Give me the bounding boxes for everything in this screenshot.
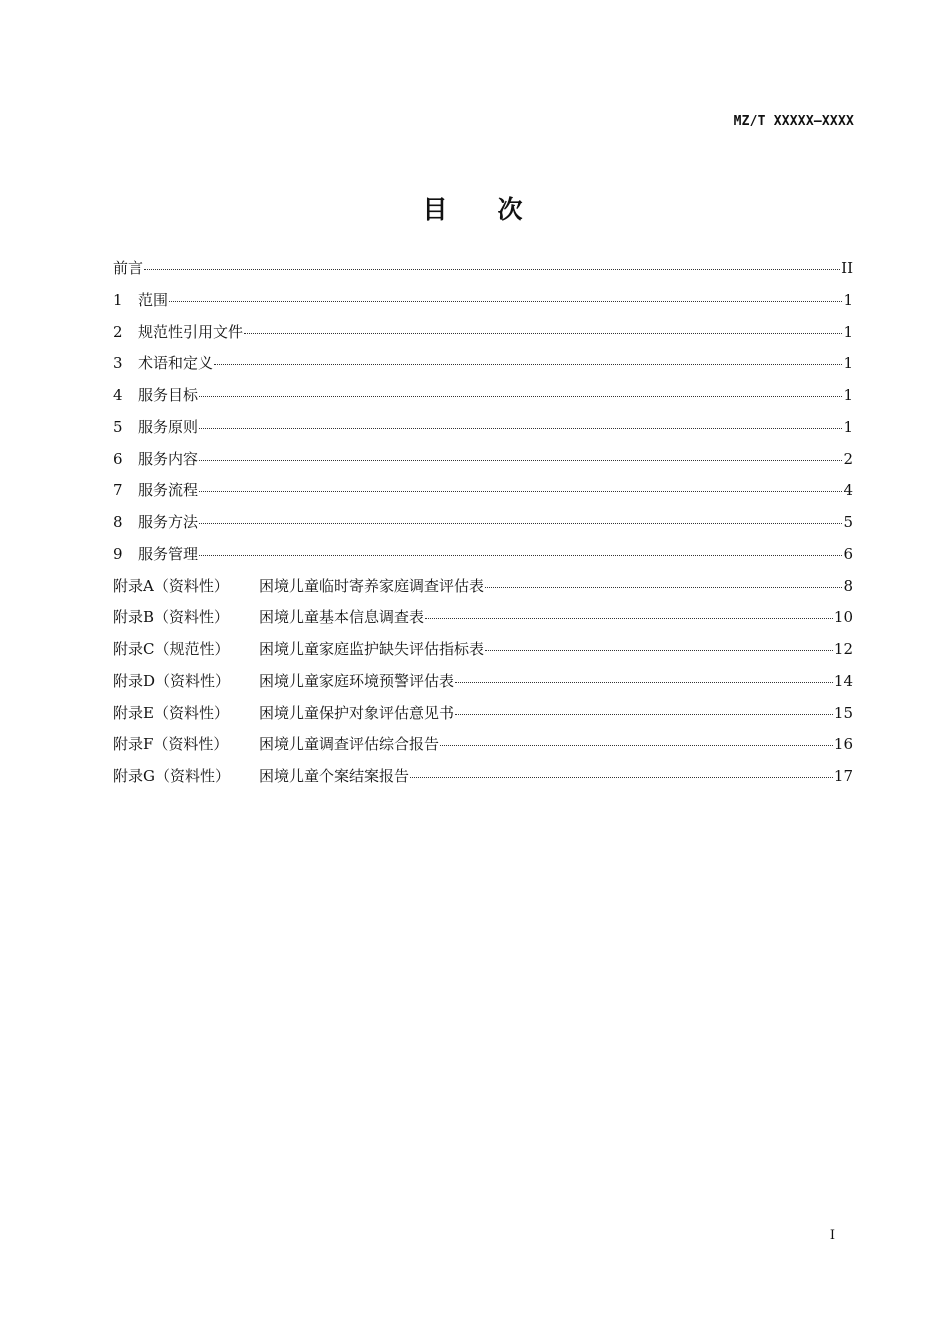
toc-entry-title: 范围	[138, 290, 169, 309]
toc-dot-leader	[455, 682, 833, 683]
page-title-char-1: 目	[422, 195, 448, 224]
toc-entry-page: 1	[843, 386, 853, 404]
toc-entry[interactable]	[113, 352, 853, 384]
toc-entry-number: 8	[113, 513, 123, 531]
toc-entry[interactable]	[113, 702, 853, 734]
toc-entry-page: 14	[833, 671, 853, 690]
toc-entry-title: 服务内容	[138, 449, 199, 468]
toc-entry-title: 服务方法	[138, 513, 199, 531]
toc-entry-number: 3	[113, 354, 123, 373]
toc-entry-page: 12	[833, 640, 853, 658]
toc-dot-leader	[199, 460, 842, 461]
toc-entry[interactable]	[113, 765, 853, 797]
toc-entry-page: II	[841, 259, 853, 277]
toc-entry-page: 10	[833, 608, 853, 627]
toc-entry-page: 2	[843, 449, 853, 468]
toc-entry-page: 4	[843, 481, 853, 500]
toc-entry-appendix-label: 附录G（资料性）	[113, 767, 230, 785]
toc-entry[interactable]	[113, 733, 853, 765]
toc-entry-title: 服务目标	[138, 386, 199, 404]
toc-entry-page: 1	[843, 322, 853, 341]
toc-entry-number: 4	[113, 386, 123, 404]
toc-dot-leader	[485, 587, 842, 588]
toc-entry-page: 1	[843, 290, 853, 309]
toc-dot-leader	[410, 777, 833, 778]
toc-entry-number: 2	[113, 322, 123, 341]
toc-entry[interactable]	[113, 638, 853, 670]
toc-entry-title: 困境儿童临时寄养家庭调查评估表	[259, 576, 485, 595]
page-number: I	[829, 1228, 835, 1243]
toc-dot-leader	[199, 555, 842, 556]
toc-entry-title: 服务管理	[138, 544, 199, 563]
toc-dot-leader	[485, 650, 833, 651]
toc-dot-leader	[144, 269, 840, 270]
table-of-contents	[113, 257, 853, 797]
toc-entry-page: 1	[843, 354, 853, 373]
toc-entry[interactable]	[113, 479, 853, 511]
toc-entry-appendix-label: 附录F（资料性）	[113, 735, 229, 754]
page-title	[0, 190, 945, 226]
toc-entry-page: 1	[843, 417, 853, 436]
toc-entry-number: 1	[113, 290, 123, 309]
toc-entry-number: 6	[113, 449, 123, 468]
toc-entry-page: 17	[833, 767, 853, 785]
toc-dot-leader	[199, 491, 842, 492]
toc-dot-leader	[244, 333, 842, 334]
toc-entry-number: 9	[113, 544, 123, 563]
toc-entry-number: 7	[113, 481, 123, 500]
toc-entry[interactable]	[113, 511, 853, 543]
toc-dot-leader	[455, 714, 833, 715]
toc-dot-leader	[199, 523, 842, 524]
toc-entry[interactable]	[113, 384, 853, 416]
toc-entry-appendix-label: 附录B（资料性）	[113, 608, 230, 627]
toc-entry-title: 服务原则	[138, 417, 199, 436]
toc-entry[interactable]	[113, 416, 853, 448]
toc-entry-title: 困境儿童家庭监护缺失评估指标表	[259, 640, 485, 658]
toc-entry[interactable]	[113, 606, 853, 638]
toc-entry[interactable]	[113, 670, 853, 702]
toc-entry-title: 服务流程	[138, 481, 199, 500]
toc-entry[interactable]	[113, 321, 853, 353]
page-title-char-2: 次	[497, 195, 523, 224]
toc-dot-leader	[425, 618, 833, 619]
toc-entry-appendix-label: 附录C（规范性）	[113, 640, 230, 658]
toc-entry[interactable]	[113, 448, 853, 480]
toc-dot-leader	[169, 301, 842, 302]
toc-dot-leader	[440, 745, 833, 746]
toc-entry-number: 5	[113, 417, 123, 436]
toc-entry-appendix-label: 附录D（资料性）	[113, 671, 231, 690]
toc-entry-appendix-label: 附录E（资料性）	[113, 703, 229, 722]
toc-dot-leader	[199, 428, 842, 429]
toc-entry[interactable]	[113, 543, 853, 575]
toc-entry-title: 术语和定义	[138, 354, 214, 373]
toc-dot-leader	[199, 396, 842, 397]
toc-entry-title: 前言	[113, 259, 144, 277]
toc-entry-title: 困境儿童基本信息调查表	[259, 608, 425, 627]
toc-entry-title: 规范性引用文件	[138, 322, 244, 341]
toc-entry-page: 5	[843, 513, 853, 531]
toc-entry-appendix-label: 附录A（资料性）	[113, 576, 229, 595]
toc-entry-page: 6	[843, 544, 853, 563]
toc-entry[interactable]	[113, 575, 853, 607]
toc-entry[interactable]	[113, 257, 853, 289]
toc-entry[interactable]	[113, 289, 853, 321]
toc-entry-title: 困境儿童保护对象评估意见书	[259, 703, 455, 722]
toc-entry-page: 16	[833, 735, 853, 754]
toc-entry-title: 困境儿童个案结案报告	[259, 767, 410, 785]
toc-entry-title: 困境儿童家庭环境预警评估表	[259, 671, 455, 690]
standard-code: MZ/T XXXXX—XXXX	[733, 114, 854, 129]
toc-dot-leader	[214, 364, 842, 365]
toc-entry-page: 15	[833, 703, 853, 722]
toc-entry-title: 困境儿童调查评估综合报告	[259, 735, 440, 754]
toc-entry-page: 8	[843, 576, 853, 595]
